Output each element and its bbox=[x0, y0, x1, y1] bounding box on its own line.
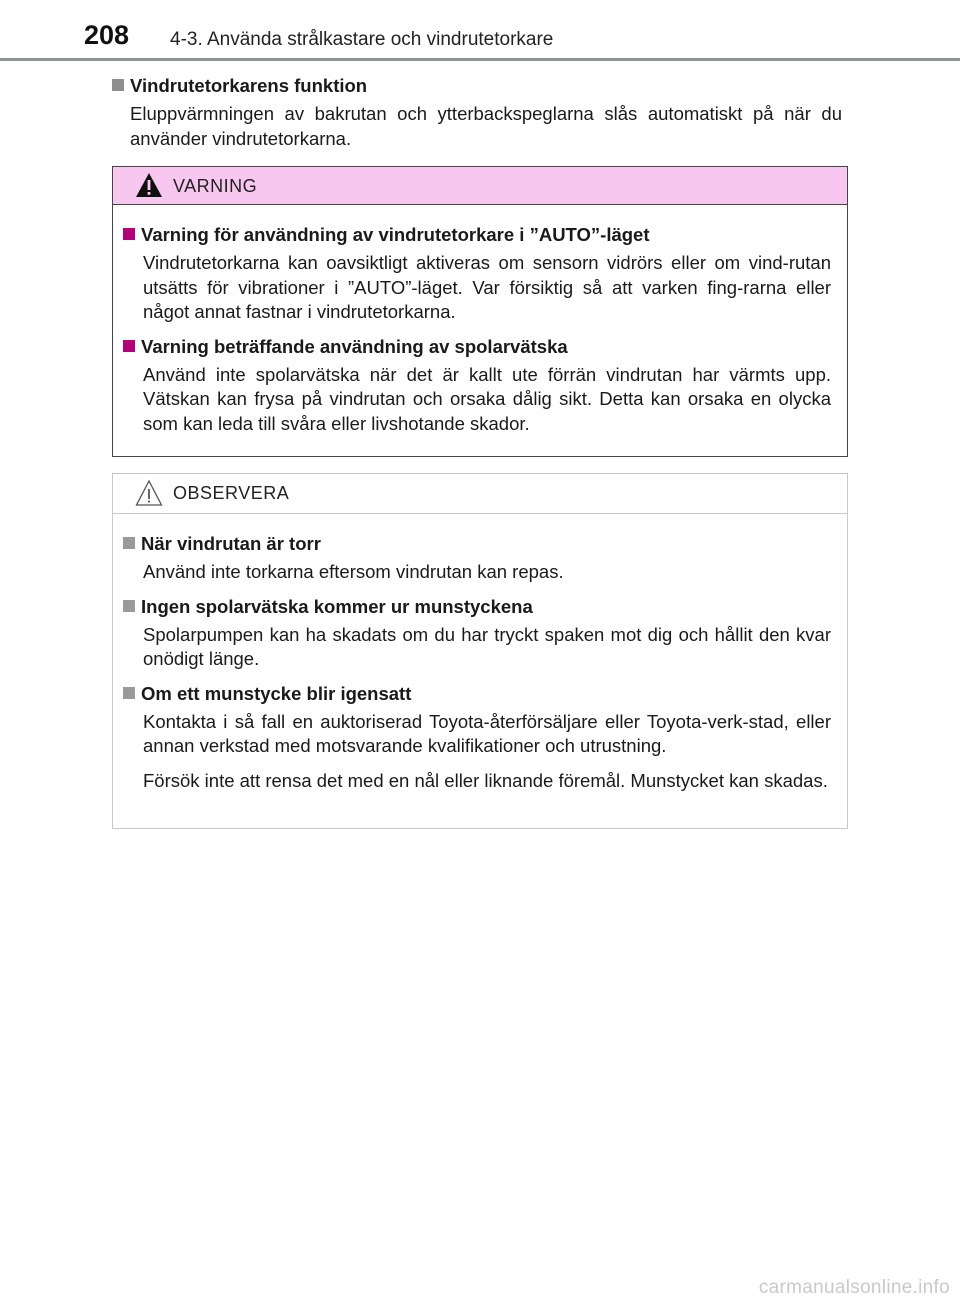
warning-item-text: Använd inte spolarvätska när det är kallt ute förrän vindrutan har värmts upp. Vätskan kan frysa på vindrutan och orsaka dålig sikt. Detta kan orsaka en olycka som kan leda till svåra eller livshotande skador. bbox=[143, 363, 831, 434]
notice-item bbox=[123, 532, 831, 585]
warning-item-heading: Varning beträffande användning av spolarvätska bbox=[123, 335, 831, 359]
warning-item-text: Vindrutetorkarna kan oavsiktligt aktiveras om sensorn vidrörs eller om vind-rutan utsätts för vibrationer i ”AUTO”-läget. Var försiktig så att varken fing-rarna eller något annat fastnar i vindrutetorkarna. bbox=[143, 252, 831, 322]
notice-body bbox=[113, 514, 847, 793]
section-wiper-function bbox=[112, 74, 842, 151]
square-bullet-icon bbox=[123, 340, 135, 352]
notice-item-text: Använd inte torkarna eftersom vindrutan kan repas. bbox=[143, 561, 564, 582]
square-bullet-icon bbox=[123, 600, 135, 612]
chapter-title: 4-3. Använda strålkastare och vindrutetorkare bbox=[170, 29, 554, 50]
page-header bbox=[0, 0, 960, 58]
square-bullet-icon bbox=[123, 537, 135, 549]
square-bullet-icon bbox=[123, 687, 135, 699]
watermark: carmanualsonline.info bbox=[758, 1277, 950, 1298]
caution-triangle-icon bbox=[135, 479, 163, 507]
warning-box bbox=[112, 166, 848, 457]
notice-item-heading: När vindrutan är torr bbox=[123, 532, 831, 556]
warning-title: VARNING bbox=[173, 176, 258, 196]
page-number: 208 bbox=[84, 20, 130, 50]
square-bullet-icon bbox=[112, 79, 124, 91]
notice-item bbox=[123, 682, 831, 794]
warning-box-header bbox=[113, 167, 847, 205]
warning-body bbox=[113, 205, 847, 436]
notice-item bbox=[123, 595, 831, 672]
notice-box-header bbox=[113, 474, 847, 514]
notice-item-text-2: Försök inte att rensa det med en nål eller liknande föremål. Munstycket kan skadas. bbox=[143, 769, 828, 791]
section-heading: Vindrutetorkarens funktion bbox=[112, 74, 842, 98]
warning-item-heading: Varning för användning av vindrutetorkare i ”AUTO”-läget bbox=[123, 223, 831, 247]
notice-item-heading: Om ett munstycke blir igensatt bbox=[123, 682, 831, 706]
notice-box bbox=[112, 473, 848, 829]
notice-item-heading: Ingen spolarvätska kommer ur munstyckena bbox=[123, 595, 831, 619]
section-text: Eluppvärmningen av bakrutan och ytterbackspeglarna slås automatiskt på när du använder vindrutetorkarna. bbox=[130, 103, 842, 149]
warning-item bbox=[123, 223, 831, 325]
square-bullet-icon bbox=[123, 228, 135, 240]
warning-item bbox=[123, 335, 831, 437]
notice-item-text: Spolarpumpen kan ha skadats om du har tryckt spaken mot dig och hållit den kvar onödigt länge. bbox=[143, 623, 831, 669]
header-rule bbox=[0, 58, 960, 61]
notice-title: OBSERVERA bbox=[173, 483, 290, 503]
notice-item-text: Kontakta i så fall en auktoriserad Toyota-återförsäljare eller Toyota-verk-stad, eller annan verkstad med motsvarande kvalifikationer och utrustning. bbox=[143, 710, 831, 756]
warning-triangle-icon bbox=[135, 172, 163, 198]
